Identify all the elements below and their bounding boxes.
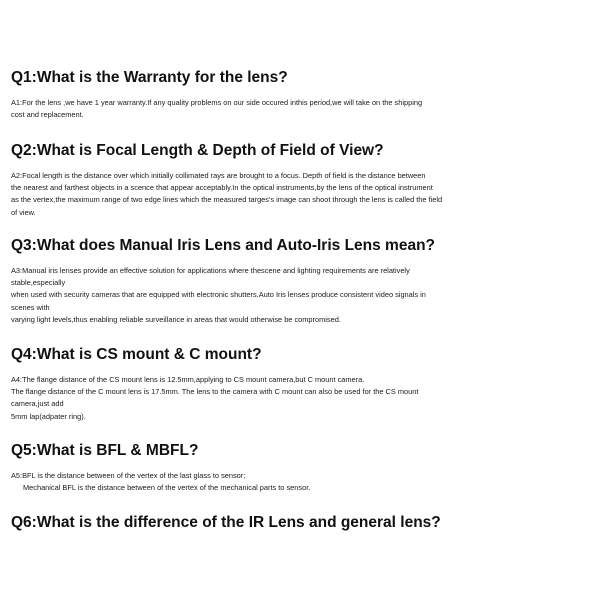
answer-line: scenes with [11, 302, 50, 312]
answer-line: 5mm lap(adpater ring). [11, 411, 86, 421]
answer-line: A4:The flange distance of the CS mount lens is 12.5mm,applying to CS mount camera,but C mount camera. [11, 375, 365, 384]
answer-line: when used with security cameras that are equipped with electronic shutters.Auto Iris lenses produce consistent video signals in [11, 290, 426, 300]
question-5: Q5:What is BFL & MBFL? [11, 442, 199, 459]
question-3: Q3:What does Manual Iris Lens and Auto-Iris Lens mean? [11, 237, 436, 254]
answer-line: Mechanical BFL is the distance between of the vertex of the mechanical parts to sensor. [23, 483, 311, 493]
answer-line: as the vertex,the maximum range of two edge lines which the measured targes's image can shoot through the lens is called the field [11, 195, 443, 205]
answer-line: cost and replacement. [11, 110, 84, 120]
question-4: Q4:What is CS mount & C mount? [11, 346, 262, 363]
question-1: Q1:What is the Warranty for the lens? [11, 69, 288, 86]
answer-line: the nearest and farthest objects in a scence that appear acceptably.In the optical instruments,by the lens of the optical instrument [11, 183, 433, 193]
faq-item-5 [11, 441, 521, 494]
faq-item-4 [11, 345, 521, 423]
question-6: Q6:What is the difference of the IR Lens and general lens? [11, 514, 441, 531]
faq-item-2 [11, 141, 521, 219]
answer-1 [11, 97, 521, 121]
question-2: Q2:What is Focal Length & Depth of Field of View? [11, 142, 384, 159]
faq-item-1 [11, 68, 521, 121]
answer-line: varying light levels,thus enabling reliable surveillance in areas that would otherwise be compromised. [11, 314, 341, 324]
answer-line: stable,especially [11, 278, 66, 288]
answer-line: A3:Manual iris lenses provide an effective solution for applications where thescene and lighting requirements are relatively [11, 266, 410, 275]
answer-line: camera,just add [11, 399, 64, 409]
faq-item-3 [11, 236, 521, 326]
answer-5 [11, 470, 521, 494]
answer-2 [11, 170, 521, 219]
faq-item-6 [11, 513, 521, 533]
answer-line: A2:Focal length is the distance over which initially collimated rays are brought to a focus. Depth of field is the distance between [11, 171, 426, 180]
answer-4 [11, 374, 521, 423]
answer-line: The flange distance of the C mount lens is 17.5mm. The lens to the camera with C mount can also be used for the CS mount [11, 387, 419, 397]
answer-line: A1:For the lens ,we have 1 year warranty.If any quality problems on our side occured inthis period,we will take on the shipping [11, 98, 423, 107]
answer-line: A5:BFL is the distance between of the vertex of the last glass to sensor; [11, 471, 246, 480]
answer-line: of view. [11, 207, 36, 217]
answer-3 [11, 265, 521, 326]
